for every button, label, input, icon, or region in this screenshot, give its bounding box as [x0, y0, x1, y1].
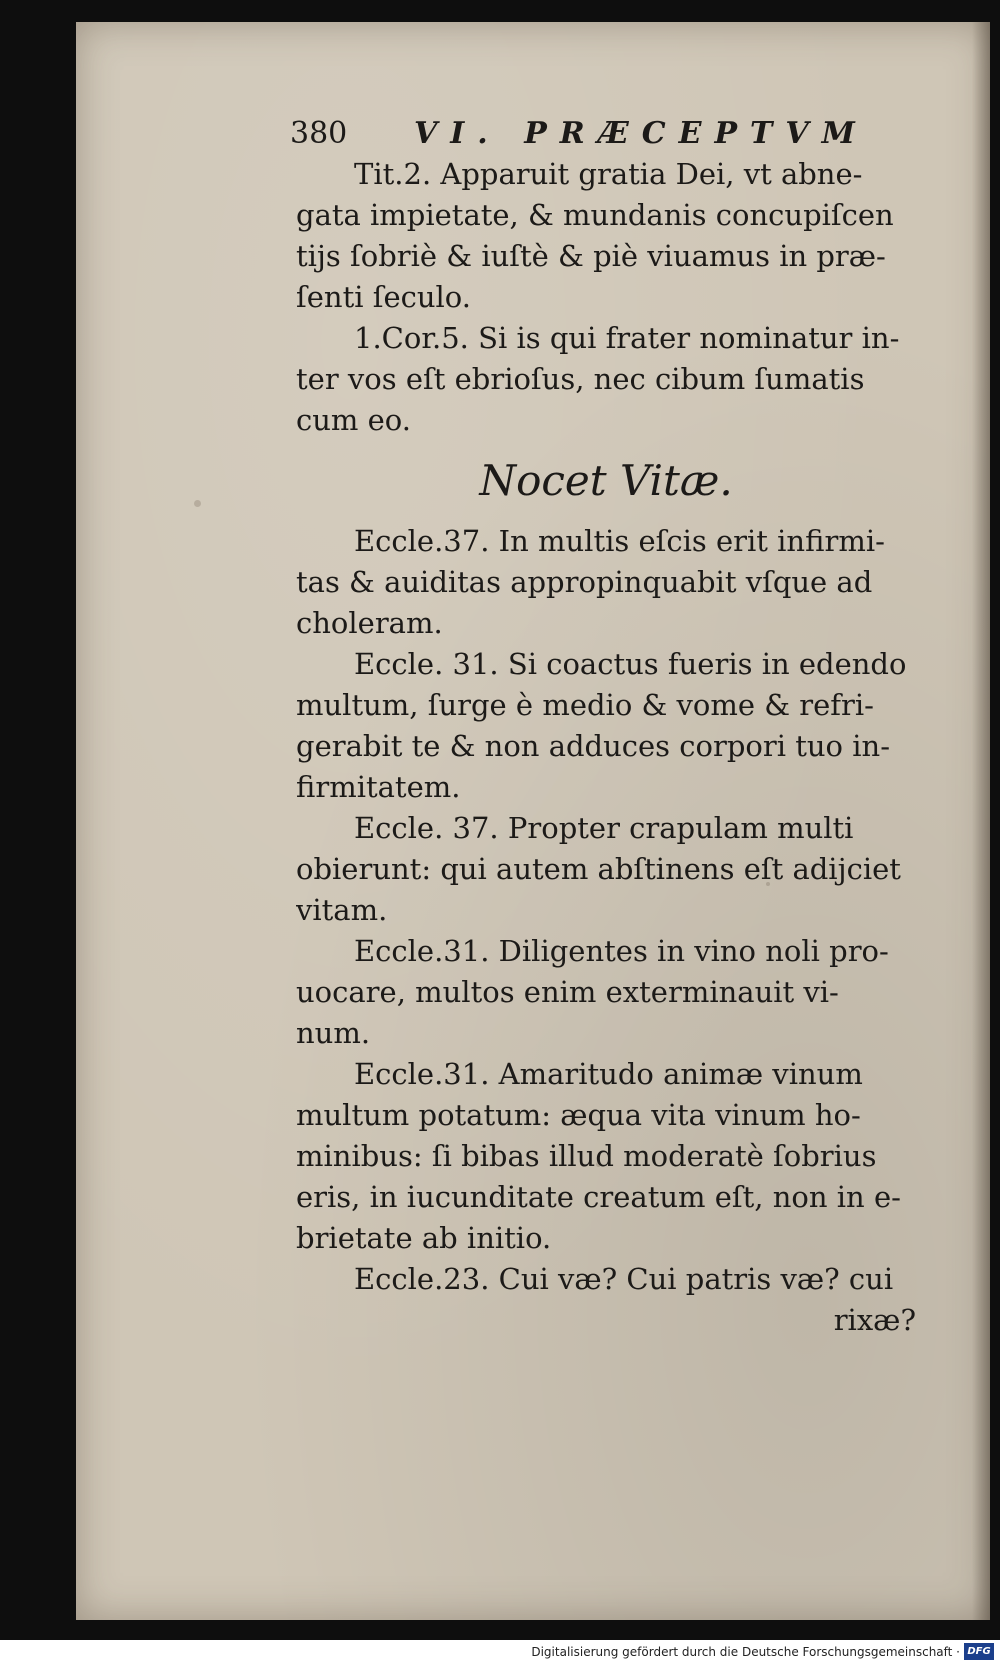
- text-line: Eccle. 31. Si coactus fueris in edendo: [354, 647, 907, 681]
- text-line: multum, ſurge è medio & vome & refri-: [296, 688, 874, 722]
- text-line: uocare, multos enim exterminauit vi-: [296, 975, 839, 1009]
- text-line: ter vos eſt ebrioſus, nec cibum ſumatis: [296, 362, 865, 396]
- catchword: rixæ?: [833, 1303, 916, 1337]
- text-line: Eccle. 37. Propter crapulam multi: [354, 811, 854, 845]
- text-line: cum eo.: [296, 403, 411, 437]
- text-line: Eccle.23. Cui væ? Cui patris væ? cui: [354, 1262, 894, 1296]
- paper-spot: [194, 500, 201, 507]
- text-line: gerabit te & non adduces corpori tuo in-: [296, 729, 890, 763]
- text-line: multum potatum: æqua vita vinum ho-: [296, 1098, 861, 1132]
- text-line: tijs ſobriè & iuſtè & piè viuamus in præ-: [296, 239, 886, 273]
- dfg-logo-icon[interactable]: DFG: [964, 1643, 994, 1660]
- text-line: choleram.: [296, 606, 443, 640]
- text-line: Tit.2. Apparuit gratia Dei, vt abne-: [354, 157, 863, 191]
- text-line: 1.Cor.5. Si is qui frater nominatur in-: [354, 321, 900, 355]
- text-line: firmitatem.: [296, 770, 461, 804]
- running-head: [290, 112, 870, 156]
- main-text: [296, 154, 916, 1341]
- page-edge-shadow: [972, 22, 990, 1620]
- page-number: 380: [290, 116, 348, 151]
- text-line: num.: [296, 1016, 371, 1050]
- text-line: Eccle.37. In multis eſcis erit infirmi-: [354, 524, 885, 558]
- text-line: Eccle.31. Diligentes in vino noli pro-: [354, 934, 889, 968]
- text-line: gata impietate, & mundanis concupiſcen: [296, 198, 894, 232]
- text-line: Eccle.31. Amaritudo animæ vinum: [354, 1057, 863, 1091]
- funding-credit: Digitalisierung gefördert durch die Deutsche Forschungsgemeinschaft ·: [531, 1645, 960, 1659]
- text-line: vitam.: [296, 893, 388, 927]
- section-heading: Nocet Vitæ.: [479, 456, 733, 505]
- footer-bar: [0, 1640, 1000, 1665]
- text-line: tas & auiditas appropinquabit vſque ad: [296, 565, 873, 599]
- running-head-title: VI. PRÆCEPTVM: [414, 116, 868, 151]
- text-line: minibus: ſi bibas illud moderatè ſobrius: [296, 1139, 877, 1173]
- text-line: eris, in iucunditate creatum eſt, non in e-: [296, 1180, 901, 1214]
- text-line: ſenti ſeculo.: [296, 280, 471, 314]
- text-line: obierunt: qui autem abſtinens eſt adijciet: [296, 852, 901, 886]
- text-line: brietate ab initio.: [296, 1221, 552, 1255]
